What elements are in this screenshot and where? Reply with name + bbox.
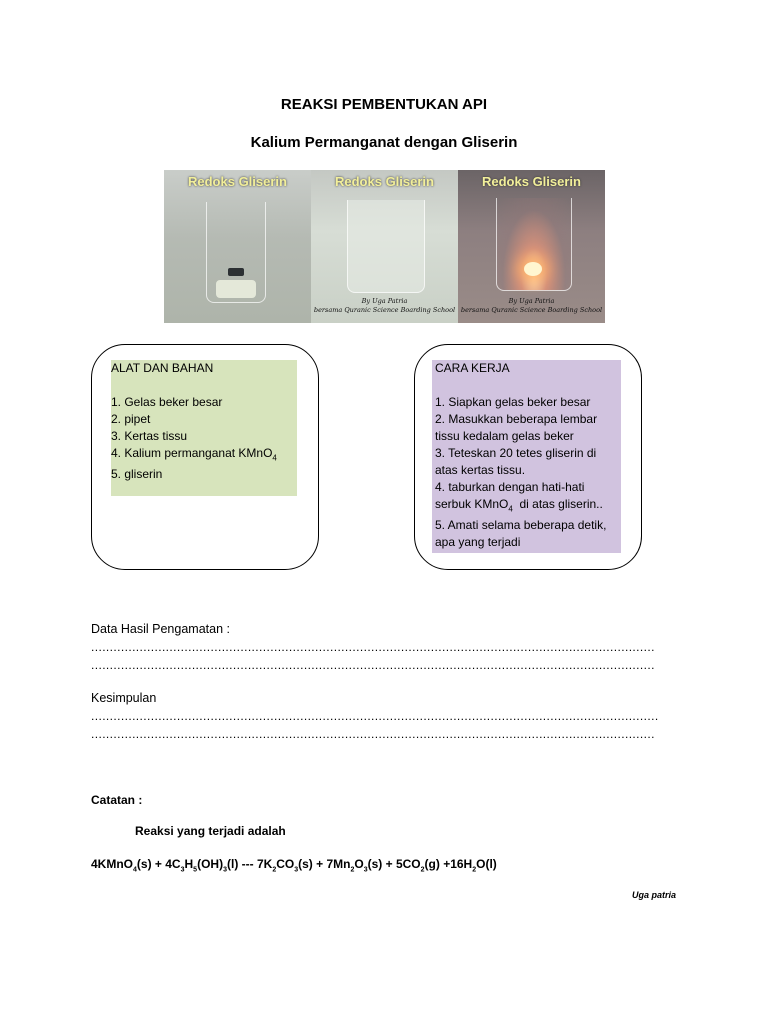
photo-beaker-empty — [164, 170, 311, 323]
cara-line — [432, 496, 621, 517]
subscript: 4 — [272, 453, 277, 463]
credit-line: By Uga Patria — [361, 297, 408, 305]
subscript: 3 — [223, 866, 227, 874]
subscript: 2 — [420, 866, 425, 874]
flame-shape — [524, 262, 542, 276]
kesimpulan-answer-line[interactable]: ....................................................................................................................................................... — [91, 727, 655, 741]
photo-credit — [458, 297, 605, 315]
photo-caption: Redoks Gliserin — [482, 174, 581, 189]
cara-line: 4. taburkan dengan hati-hati — [435, 480, 585, 494]
signature: Uga patria — [632, 890, 677, 900]
alat-item-text: 4. Kalium permanganat KMnO — [111, 446, 273, 460]
beaker-shape — [496, 198, 572, 291]
cara-line: atas kertas tissu. — [435, 463, 526, 477]
eq-part: (l) --- 7K — [226, 857, 273, 871]
catatan-label: Catatan : — [91, 793, 143, 807]
pengamatan-answer-line[interactable]: ....................................................................................................................................................... — [91, 658, 655, 672]
cara-line: 1. Siapkan gelas beker besar — [435, 395, 591, 409]
subscript: 4 — [133, 866, 137, 874]
tissue-shape — [216, 280, 256, 298]
subscript: 4 — [508, 504, 513, 514]
alat-item: 5. gliserin — [111, 467, 163, 482]
cara-line: 5. Amati selama beberapa detik, — [435, 518, 607, 533]
eq-part: (s) + 4C — [136, 857, 181, 871]
cara-text: di atas gliserin.. — [512, 497, 603, 511]
subscript: 3 — [363, 866, 368, 874]
cara-kerja-panel — [432, 360, 621, 553]
kmno4-shape — [228, 268, 244, 276]
photo-credit — [311, 297, 458, 315]
alat-item: 2. pipet — [111, 412, 151, 426]
eq-part: O(l) — [476, 857, 497, 871]
photo-beaker-fire — [458, 170, 605, 323]
page-subtitle: Kalium Permanganat dengan Gliserin — [250, 134, 518, 151]
photo-caption: Redoks Gliserin — [335, 174, 434, 189]
cara-text: serbuk KMnO — [435, 497, 509, 511]
photo-strip — [164, 170, 605, 323]
eq-part: 4KMnO — [91, 857, 133, 871]
subscript: 2 — [472, 866, 477, 874]
photo-beaker-smoke — [311, 170, 458, 323]
cara-line: tissu kedalam gelas beker — [435, 429, 574, 443]
credit-line: By Uga Patria — [508, 297, 555, 305]
eq-part: (g) +16H — [424, 857, 473, 871]
kesimpulan-label: Kesimpulan — [91, 691, 157, 705]
alat-item — [111, 445, 297, 466]
cara-line: apa yang terjadi — [435, 535, 521, 550]
eq-part: (s) + 7Mn — [298, 857, 351, 871]
page-title: REAKSI PEMBENTUKAN API — [280, 96, 488, 113]
alat-bahan-panel — [111, 360, 297, 496]
alat-item: 3. Kertas tissu — [111, 429, 188, 443]
eq-part: CO — [276, 857, 295, 871]
pengamatan-label: Data Hasil Pengamatan : — [91, 622, 230, 636]
subscript: 5 — [193, 866, 198, 874]
eq-part: (OH) — [197, 857, 224, 871]
cara-kerja-heading: CARA KERJA — [435, 361, 510, 375]
subscript: 3 — [180, 866, 185, 874]
eq-part: H — [184, 857, 194, 871]
subscript: 3 — [294, 866, 299, 874]
photo-caption: Redoks Gliserin — [188, 174, 287, 189]
reaksi-heading: Reaksi yang terjadi adalah — [135, 824, 286, 838]
credit-line: bersama Quranic Science Boarding School — [460, 306, 603, 314]
credit-line: bersama Quranic Science Boarding School — [313, 306, 456, 314]
pengamatan-answer-line[interactable]: ....................................................................................................................................................... — [91, 640, 655, 654]
beaker-shape — [347, 200, 425, 293]
subscript: 2 — [350, 866, 355, 874]
reaction-equation — [91, 857, 497, 873]
cara-line: 2. Masukkan beberapa lembar — [435, 412, 598, 426]
cara-line: 3. Teteskan 20 tetes gliserin di — [435, 446, 597, 460]
alat-bahan-heading: ALAT DAN BAHAN — [111, 361, 214, 375]
kesimpulan-answer-line[interactable]: ........................................................................................................................................................ — [91, 709, 659, 723]
eq-part: O — [354, 857, 364, 871]
subscript: 2 — [272, 866, 277, 874]
eq-part: (s) + 5CO — [367, 857, 421, 871]
alat-item: 1. Gelas beker besar — [111, 395, 223, 409]
